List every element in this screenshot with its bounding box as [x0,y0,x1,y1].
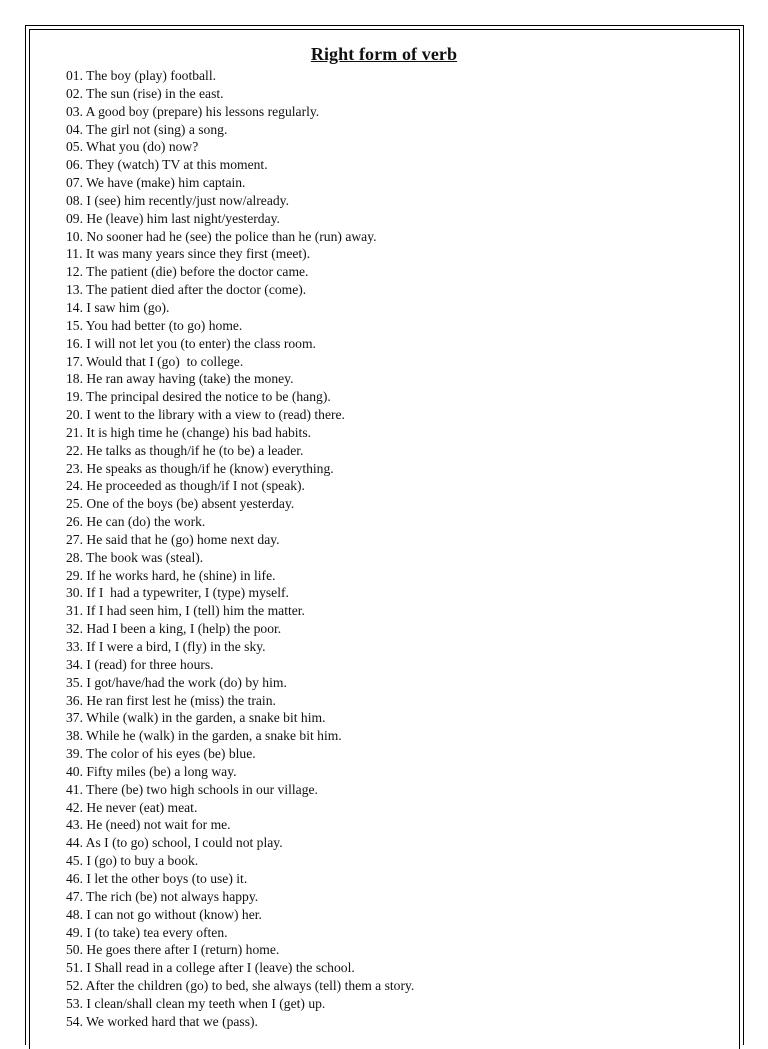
exercise-item: 12. The patient (die) before the doctor came. [66,264,309,280]
exercise-item: 42. He never (eat) meat. [66,799,198,815]
exercise-item: 11. It was many years since they first (meet). [66,246,311,262]
page-title: Right form of verb [310,44,458,64]
exercise-item: 18. He ran away having (take) the money. [66,371,294,387]
exercise-item: 17. Would that I (go) to college. [66,353,244,369]
exercise-item: 21. It is high time he (change) his bad habits. [66,424,312,440]
exercise-item: 49. I (to take) tea every often. [66,924,228,940]
exercise-item: 06. They (watch) TV at this moment. [66,157,268,173]
exercise-item: 36. He ran first lest he (miss) the train. [66,692,276,708]
exercise-item: 40. Fifty miles (be) a long way. [66,763,237,779]
exercise-item: 48. I can not go without (know) her. [66,906,262,922]
exercise-item: 44. As I (to go) school, I could not play. [66,835,283,851]
exercise-item: 47. The rich (be) not always happy. [66,888,259,904]
exercise-item: 08. I (see) him recently/just now/already. [66,192,289,208]
exercise-item: 03. A good boy (prepare) his lessons regularly. [66,103,320,119]
exercise-item: 54. We worked hard that we (pass). [66,1013,258,1029]
exercise-item: 20. I went to the library with a view to (read) there. [66,407,345,423]
exercise-item: 35. I got/have/had the work (do) by him. [66,674,287,690]
exercise-item: 50. He goes there after I (return) home. [66,942,280,958]
exercise-item: 01. The boy (play) football. [66,68,217,83]
exercise-item: 27. He said that he (go) home next day. [66,531,280,547]
exercise-item: 41. There (be) two high schools in our village. [66,781,318,797]
exercise-item: 31. If I had seen him, I (tell) him the matter. [66,603,305,619]
exercise-item: 10. No sooner had he (see) the police than he (run) away. [66,228,377,244]
exercise-item: 26. He can (do) the work. [66,514,206,530]
exercise-item: 38. While he (walk) in the garden, a snake bit him. [66,728,342,744]
exercise-item: 46. I let the other boys (to use) it. [66,870,248,886]
exercise-item: 16. I will not let you (to enter) the class room. [66,335,316,351]
exercise-item: 05. What you (do) now? [66,139,199,155]
exercise-item: 28. The book was (steal). [66,549,204,565]
exercise-item: 14. I saw him (go). [66,299,170,315]
exercise-item: 02. The sun (rise) in the east. [66,85,224,101]
exercise-item: 09. He (leave) him last night/yesterday. [66,210,280,226]
exercise-item: 07. We have (make) him captain. [66,175,246,191]
exercise-list [66,67,414,1031]
exercise-item: 34. I (read) for three hours. [66,656,214,672]
exercise-item: 32. Had I been a king, I (help) the poor. [66,621,282,637]
exercise-item: 33. If I were a bird, I (fly) in the sky. [66,639,266,654]
exercise-item: 43. He (need) not wait for me. [66,817,231,833]
exercise-item: 13. The patient died after the doctor (come). [66,282,307,298]
exercise-item: 29. If he works hard, he (shine) in life. [66,567,276,583]
exercise-item: 51. I Shall read in a college after I (leave) the school. [66,960,355,976]
exercise-item: 24. He proceeded as though/if I not (speak). [66,478,305,494]
exercise-item: 04. The girl not (sing) a song. [66,121,228,137]
exercise-item: 22. He talks as though/if he (to be) a leader. [66,442,304,458]
exercise-item: 37. While (walk) in the garden, a snake bit him. [66,710,326,726]
exercise-item: 45. I (go) to buy a book. [66,853,199,869]
exercise-item: 25. One of the boys (be) absent yesterday. [66,496,295,512]
exercise-item: 53. I clean/shall clean my teeth when I (get) up. [66,995,326,1011]
exercise-item: 39. The color of his eyes (be) blue. [66,746,256,762]
exercise-item: 30. If I had a typewriter, I (type) myself. [66,585,289,601]
exercise-item: 23. He speaks as though/if he (know) everything. [66,460,334,476]
exercise-item: 52. After the children (go) to bed, she always (tell) them a story. [66,978,415,994]
exercise-item: 15. You had better (to go) home. [66,317,243,333]
exercise-item: 19. The principal desired the notice to be (hang). [66,389,331,405]
